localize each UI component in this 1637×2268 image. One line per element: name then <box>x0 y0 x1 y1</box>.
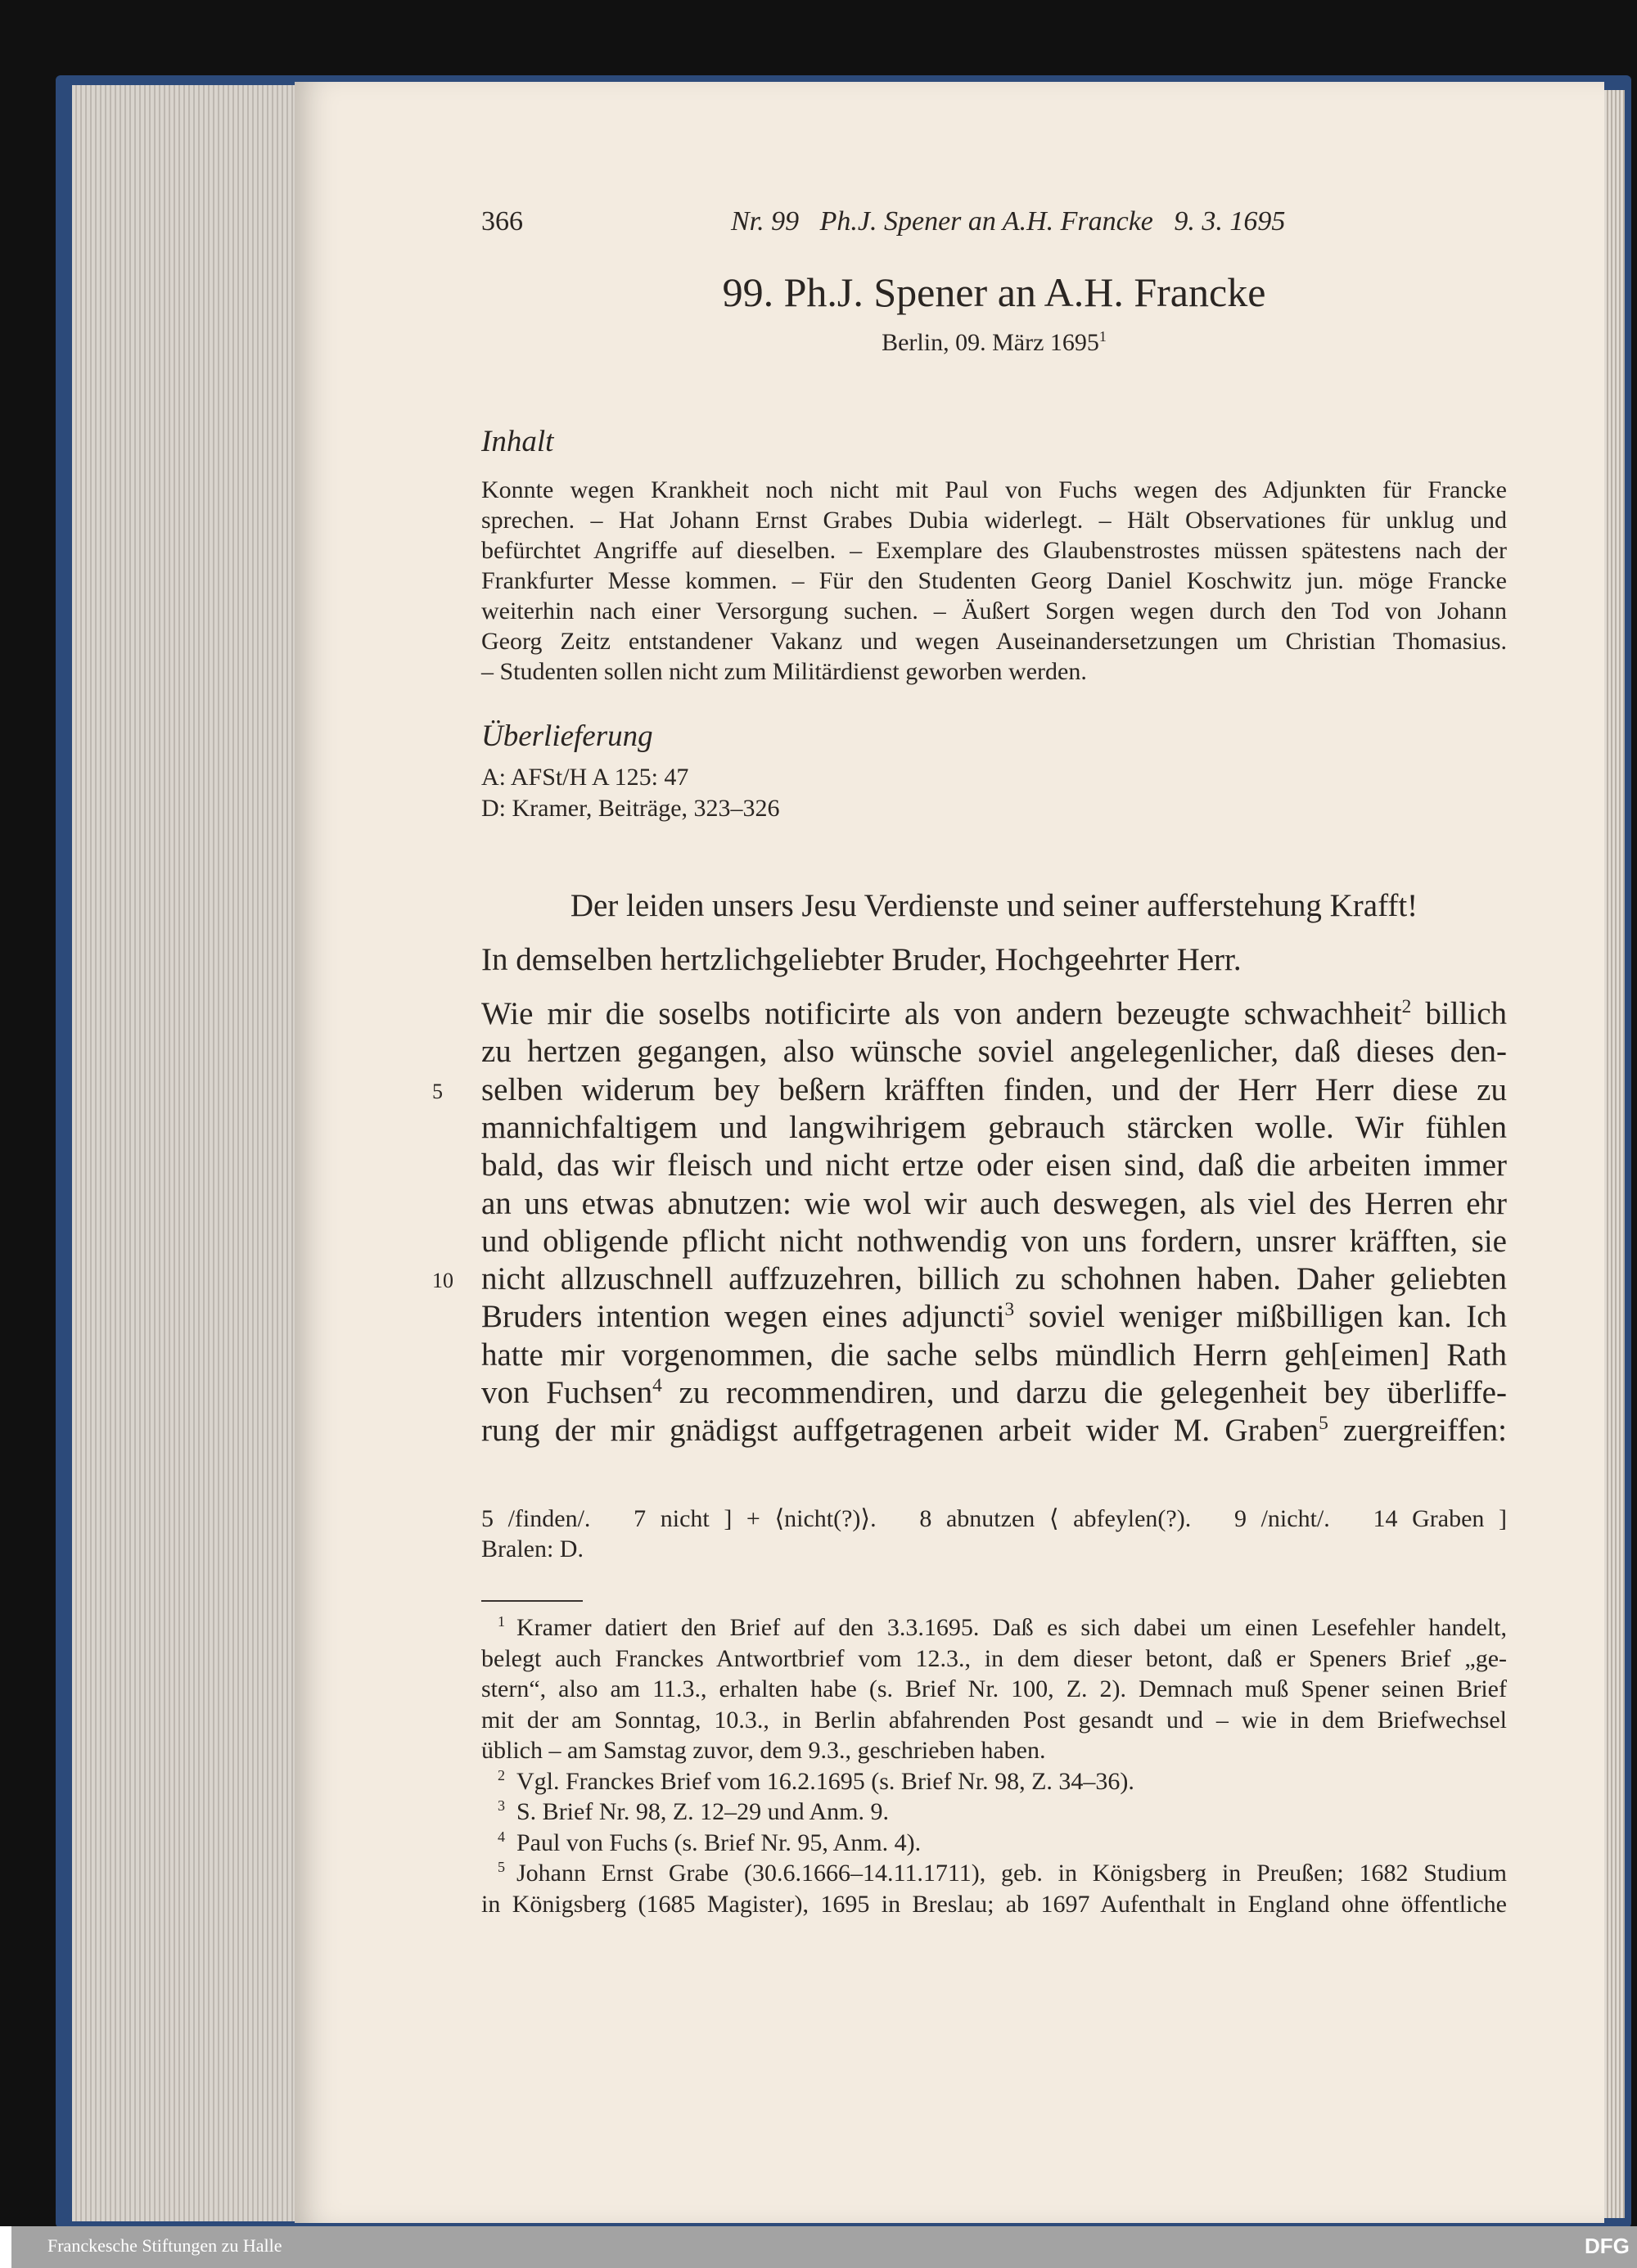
institution-logo-icon <box>0 2226 11 2268</box>
page-number: 366 <box>481 206 523 237</box>
body-text: an uns etwas abnutzen: wie wol wir auch deswegen, als viel des Herren ehr <box>481 1185 1507 1221</box>
body-line <box>481 1412 1507 1449</box>
footnote-number: 2 <box>498 1766 505 1783</box>
letter-title: 99. Ph.J. Spener an A.H. Francke <box>722 269 1266 315</box>
body-line <box>481 1298 1507 1335</box>
dateline: Berlin, 09. März 1695$^1$ <box>882 328 1107 356</box>
body-text: zuergreiffen: <box>1328 1413 1507 1449</box>
witness-line: A: AFSt/H A 125: 47 <box>481 764 689 791</box>
footnote-text: S. Brief Nr. 98, Z. 12–29 und Anm. 9. <box>516 1798 889 1825</box>
footnote-ref: 5 <box>1319 1413 1328 1435</box>
salutation: In demselben hertzlichgeliebter Bruder, Hochgeehrter Herr. <box>481 942 1242 977</box>
body-line <box>481 1147 1507 1184</box>
body-line <box>481 1185 1507 1222</box>
footnote-number: 4 <box>498 1828 505 1845</box>
body-text: Wie mir die soselbs notificirte als von andern bezeugte schwachheit <box>481 996 1402 1031</box>
body-line <box>481 1033 1507 1070</box>
footnote-ref: 3 <box>1004 1299 1015 1321</box>
footnote-line <box>481 1737 1507 1765</box>
line-number: 10 <box>432 1269 453 1293</box>
body-text: bald, das wir fleisch und nicht ertze oder eisen sind, daß die arbeiten immer <box>481 1148 1507 1184</box>
body-text: nicht allzuschnell auffzuzehren, billich zu schohnen haben. Daher geliebten <box>481 1261 1507 1297</box>
footnote-text: belegt auch Franckes Antwortbrief vom 12.3., in dem dieser betont, daß er Speners Brief „ge- <box>481 1644 1507 1672</box>
running-title: Nr. 99 Ph.J. Spener an A.H. Francke 9. 3. 1695 <box>731 206 1286 237</box>
footnote-line <box>498 1614 1507 1642</box>
body-line <box>481 1223 1507 1260</box>
footnote-text: Vgl. Franckes Brief vom 16.2.1695 (s. Brief Nr. 98, Z. 34–36). <box>516 1767 1134 1795</box>
body-text: billich <box>1411 996 1508 1031</box>
body-text: rung der mir gnädigst auffgetragenen arbeit wider M. Graben <box>481 1413 1319 1449</box>
body-text: zu hertzen gegangen, also wünsche soviel angelegenlicher, daß dieses den- <box>481 1034 1507 1070</box>
line-number: 5 <box>432 1079 443 1103</box>
footnote-text: mit der am Sonntag, 10.3., in Berlin abfahrenden Post gesandt und – wie in dem Briefwechsel <box>481 1706 1507 1734</box>
footnote-line <box>481 1675 1507 1703</box>
body-line <box>481 1337 1507 1373</box>
body-line <box>481 1374 1507 1411</box>
summary-line: weiterhin nach einer Versorgung suchen. – Äußert Sorgen wegen durch den Tod von Johann <box>481 597 1507 624</box>
footnote-rule <box>481 1600 583 1602</box>
summary-line: Konnte wegen Krankheit noch nicht mit Paul von Fuchs wegen des Adjunkten für Francke <box>481 476 1507 503</box>
body-text: und obligende pflicht nicht nothwendig von uns fordern, unsrer kräfften, sie <box>481 1223 1507 1259</box>
institution-name: Franckesche Stiftungen zu Halle <box>47 2235 282 2256</box>
footnote-ref: 4 <box>652 1375 662 1396</box>
footnote-line <box>481 1645 1507 1673</box>
footnote-text: Kramer datiert den Brief auf den 3.3.1695. Daß es sich dabei um einen Lesefehler handelt, <box>516 1614 1507 1641</box>
footnote-line <box>498 1860 1507 1887</box>
body-text: von Fuchsen <box>481 1375 653 1410</box>
footnote-line <box>481 1891 1507 1919</box>
summary-line: Frankfurter Messe kommen. – Für den Studenten Georg Daniel Koschwitz jun. möge Francke <box>481 567 1507 594</box>
footnote-line <box>481 1707 1507 1734</box>
apparatus-line: 5 /finden/. 7 nicht ] + ⟨nicht(?)⟩. 8 abnutzen ⟨ abfeylen(?). 9 /nicht/. 14 Graben ] <box>481 1505 1507 1532</box>
footnote-text: üblich – am Samstag zuvor, dem 9.3., geschrieben haben. <box>481 1737 1046 1764</box>
body-text: hatte mir vorgenommen, die sache selbs mündlich Herrn geh[eimen] Rath <box>481 1337 1507 1373</box>
footnote-number: 1 <box>498 1613 505 1630</box>
body-line <box>481 1071 1507 1108</box>
dfg-logo: DFG <box>1585 2234 1630 2258</box>
footnote-ref: 2 <box>1401 996 1412 1017</box>
footnote-text: Paul von Fuchs (s. Brief Nr. 95, Anm. 4). <box>516 1828 922 1856</box>
summary-line: – Studenten sollen nicht zum Militärdienst geworben werden. <box>481 658 1087 685</box>
summary-line: Georg Zeitz entstandener Vakanz und wegen Auseinandersetzungen um Christian Thomasius. <box>481 628 1507 655</box>
body-line <box>481 1109 1507 1146</box>
footnote-text: Johann Ernst Grabe (30.6.1666–14.11.1711), geb. in Königsberg in Preußen; 1682 Studium <box>516 1860 1507 1887</box>
footnote-text: in Königsberg (1685 Magister), 1695 in Breslau; ab 1697 Aufenthalt in England ohne öffentliche <box>481 1890 1507 1918</box>
page-edges <box>72 85 301 2221</box>
witness-line: D: Kramer, Beiträge, 323–326 <box>481 795 780 822</box>
footnote-text: stern“, also am 11.3., erhalten habe (s. Brief Nr. 100, Z. 2). Demnach muß Spener seinen Brief <box>481 1675 1507 1702</box>
body-text: soviel weniger mißbilligen kan. Ich <box>1014 1299 1507 1335</box>
body-text: selben widerum bey beßern kräfften finden, und der Herr Herr diese zu <box>481 1071 1507 1107</box>
body-text: Bruders intention wegen eines adjuncti <box>481 1299 1005 1335</box>
body-line <box>481 1260 1507 1297</box>
body-text: mannichfaltigem und langwihrigem gebrauch stärcken wolle. Wir fühlen <box>481 1109 1507 1145</box>
footnote-line <box>498 1798 1507 1826</box>
body-text: zu recommendiren, und darzu die gelegenheit bey überliffe- <box>661 1375 1507 1410</box>
footnote-number: 5 <box>498 1859 505 1875</box>
apparatus-line: Bralen: D. <box>481 1535 584 1562</box>
inhalt-heading: Inhalt <box>481 425 554 458</box>
body-line <box>481 995 1507 1032</box>
summary-line: sprechen. – Hat Johann Ernst Grabes Dubia widerlegt. – Hält Observationes für unklug und <box>481 507 1507 534</box>
motto: Der leiden unsers Jesu Verdienste und seiner aufferstehung Krafft! <box>570 888 1418 923</box>
ueberlieferung-heading: Überlieferung <box>481 719 653 753</box>
footnote-number: 3 <box>498 1797 505 1814</box>
summary-line: befürchtet Angriffe auf dieselben. – Exemplare des Glaubenstrostes müssen spätestens nach der <box>481 537 1507 564</box>
footnote-line <box>498 1829 1507 1857</box>
footnote-line <box>498 1768 1507 1796</box>
